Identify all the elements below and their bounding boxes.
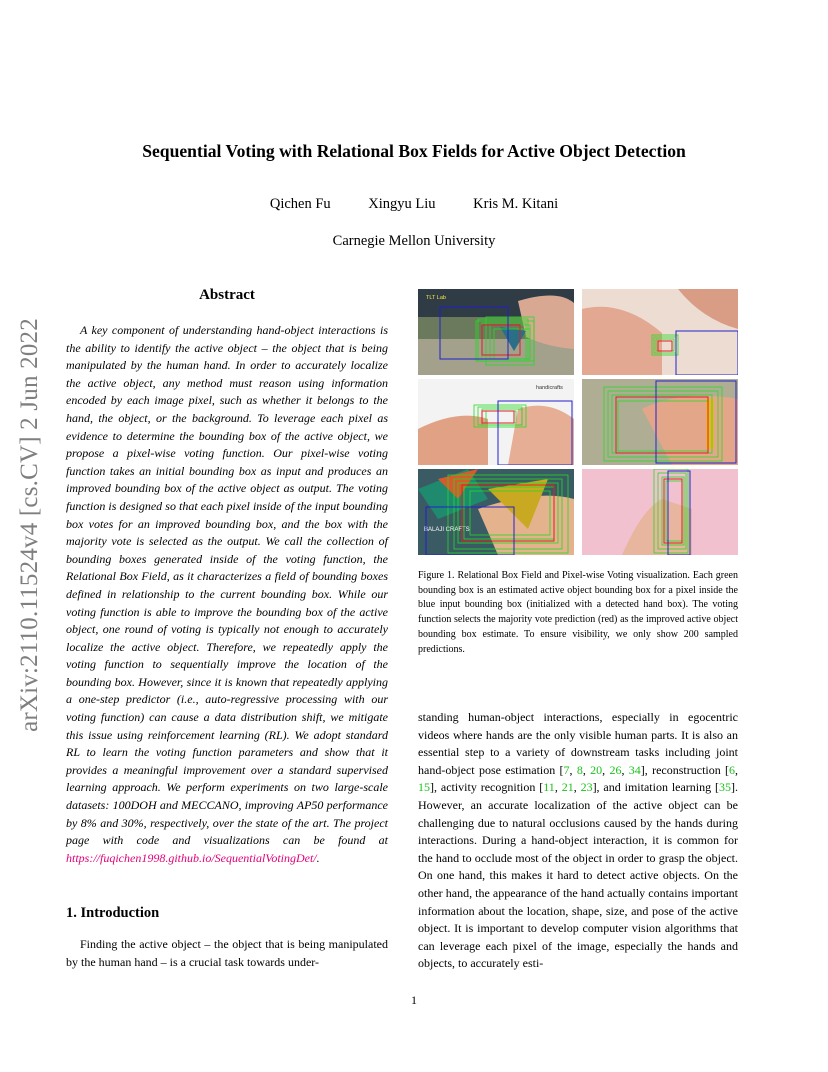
citation[interactable]: 23 <box>580 780 593 795</box>
abstract-text: A key component of understanding hand-object interactions is the ability to identify the active object – the object that is being manipulated by the human hand. In order to accurately localize the active object, any method must reason using information encoded by each image pixel, such as whether it belongs to the hand, the object, or the background. To leverage each pixel as evidence to determine the bounding box of the active object, we propose a pixel-wise voting function. Our pixel-wise voting function takes an initial bounding box as input and produces an improved bounding box of the active object as output. The voting function is designed so that each pixel inside of the input bounding box votes for an improved bounding box, and the box with the majority vote is selected as the output. We call the collection of bounding boxes generated inside of the voting function, the Relational Box Field, as it characterizes a field of bounding boxes defined in relationship to the current bounding box. While our voting function is able to improve the bounding box of the active object, one round of voting is typically not enough to accurately localize the active object. Therefore, we repeatedly apply the voting function to sequentially improve the location of the bounding box. However, since it is known that repeatedly applying a one-step predictor (i.e., auto-regressive processing with our voting function) can cause a data distribution shift, we mitigate this issue using reinforcement learning (RL). We adopt standard RL to learn the voting function parameters and show that it provides a meaningful improvement over a standard supervised learning approach. We perform experiments on two large-scale datasets: 100DOH and MECCANO, improving AP50 performance by 8% and 30%, respectively, over the state of the art. The project page with code and visualizations can be found at <box>66 323 388 848</box>
citation[interactable]: 8 <box>576 762 583 777</box>
citation[interactable]: 6 <box>729 762 736 777</box>
figure-panel-hands <box>418 379 574 465</box>
figure-panel-pink <box>582 469 738 555</box>
abstract-end: . <box>316 850 320 865</box>
author-name: Xingyu Liu <box>368 196 436 212</box>
paper-title: Sequential Voting with Relational Box Fields for Active Object Detection <box>142 141 686 161</box>
figure-panel-pencil <box>582 379 738 465</box>
body-text: ], reconstruction [ <box>640 762 730 777</box>
citation[interactable]: 21 <box>561 780 574 795</box>
panel-label-text: handicrafts <box>536 385 563 391</box>
panel-label-text: TLT Lab <box>426 295 446 301</box>
citation[interactable]: 26 <box>609 762 622 777</box>
citation[interactable]: 35 <box>719 780 732 795</box>
citation[interactable]: 15 <box>418 780 430 795</box>
panel-label-text: BALAJI CRAFTS <box>424 527 470 533</box>
body-text: ], and imitation learning [ <box>592 780 720 795</box>
project-page-link[interactable]: https://fuqichen1998.github.io/SequentialVotingDet/ <box>66 850 317 865</box>
abstract-section <box>66 287 388 867</box>
citation[interactable]: 7 <box>563 762 570 777</box>
citation[interactable]: 34 <box>628 762 641 777</box>
figure-caption: Figure 1. Relational Box Field and Pixel-wise Voting visualization. Each green bounding box is an estimated active object bounding box for a pixel inside the blue input bounding box (initialized with a detected hand box). The voting function selects the majority vote prediction (red) as the improved active object bounding box estimate. To ensure visibility, we only show 200 sampled predictions. <box>418 570 738 655</box>
affiliation: Carnegie Mellon University <box>332 233 496 249</box>
intro-continued: standing human-object interactions, especially in egocentric videos where hands are the only visible human parts. It is also an essential step to a variety of downstream tasks including joint hand-object pose estimation [7, 8, 20, 26, 34], reconstruction [6, 15], activity recognition [11, 21, 23], and imitation learning [35]. However, an accurate localization of the active object can be challenging due to natural occlusions caused by the hands during interactions. During a hand-object interaction, it is common for the hand to occlude most of the object in order to grasp the object. On one hand, this makes it hard to detect active objects. On the other hand, the appearance of the hand actually contains important information about the location, shape, size, and pose of the active object. It is important to develop computer vision algorithms that can leverage each pixel of the image, especially the hands and objects, to accurately esti- <box>418 710 739 971</box>
body-text: ], activity recognition [ <box>430 780 544 795</box>
citation[interactable]: 20 <box>590 762 603 777</box>
author-list <box>60 196 768 213</box>
body-text: ]. However, an accurate localization of the active object can be challenging due to natural occlusions caused by the hands during interactions. During a hand-object interaction, it is common for the hand to occlude most of the object in order to grasp the object. On one hand, this makes it hard to detect active objects. On the other hand, the appearance of the hand actually contains important information about the location, shape, size, and pose of the active object. It is important to develop computer vision algorithms that can leverage each pixel of the image, especially the hands and objects, to accurately esti- <box>418 780 739 971</box>
arxiv-stamp-text: arXiv:2110.11524v4 [cs.CV] 2 Jun 2022 <box>16 318 43 732</box>
arxiv-stamp <box>10 290 50 760</box>
figure-panel-bottle <box>418 289 574 375</box>
author-name: Kris M. Kitani <box>473 196 559 212</box>
citation[interactable]: 11 <box>543 780 555 795</box>
intro-heading: 1. Introduction <box>66 905 160 921</box>
body-text: standing human-object interactions, especially in egocentric videos where hands are the only visible human parts. It is also an essential step to a variety of downstream tasks including joint hand-object pose estimation [ <box>418 710 738 777</box>
figure-1 <box>418 289 738 557</box>
abstract-body <box>66 322 388 867</box>
figure-panel-paper <box>418 469 574 555</box>
page-number: 1 <box>411 993 417 1007</box>
author-name: Qichen Fu <box>269 196 331 212</box>
abstract-heading: Abstract <box>199 287 255 303</box>
figure-panel-pinch <box>582 289 738 375</box>
intro-body: Finding the active object – the object that is being manipulated by the human hand – is a crucial task towards under- <box>66 937 388 969</box>
